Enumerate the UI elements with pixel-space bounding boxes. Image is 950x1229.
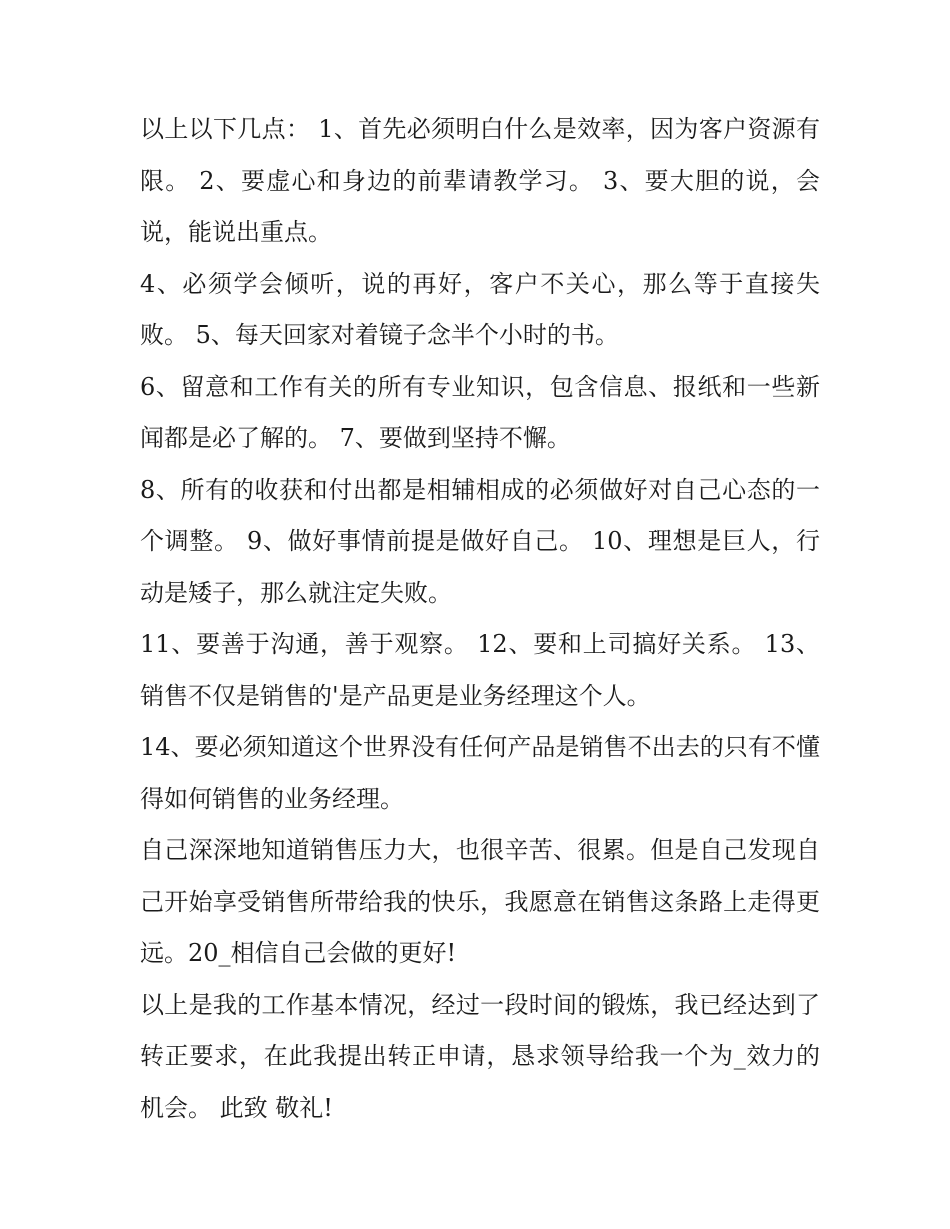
paragraph-3: 6、留意和工作有关的所有专业知识，包含信息、报纸和一些新闻都是必了解的。 7、要做到坚持不懈。 xyxy=(140,372,820,452)
paragraph-1: 以上以下几点： 1、首先必须明白什么是效率，因为客户资源有限。 2、要虚心和身边的前辈请教学习。 3、要大胆的说，会说，能说出重点。 xyxy=(140,115,820,246)
paragraph-4: 8、所有的收获和付出都是相辅相成的必须做好对自己心态的一个调整。 9、做好事情前提是做好自己。 10、理想是巨人，行动是矮子，那么就注定失败。 xyxy=(140,475,820,607)
paragraph-5: 11、要善于沟通，善于观察。 12、要和上司搞好关系。 13、销售不仅是销售的'是产品更是业务经理这个人。 xyxy=(140,630,820,710)
paragraph-8: 以上是我的工作基本情况，经过一段时间的锻炼，我已经达到了转正要求，在此我提出转正申请，恳求领导给我一个为_效力的机会。 此致 敬礼! xyxy=(140,990,820,1122)
paragraph-2: 4、必须学会倾听，说的再好，客户不关心，那么等于直接失败。 5、每天回家对着镜子念半个小时的书。 xyxy=(140,269,820,349)
document-body xyxy=(140,104,820,1134)
paragraph-7: 自己深深地知道销售压力大，也很辛苦、很累。但是自己发现自己开始享受销售所带给我的快乐，我愿意在销售这条路上走得更远。20_相信自己会做的更好! xyxy=(140,836,820,967)
paragraph-6: 14、要必须知道这个世界没有任何产品是销售不出去的只有不懂得如何销售的业务经理。 xyxy=(140,733,820,813)
